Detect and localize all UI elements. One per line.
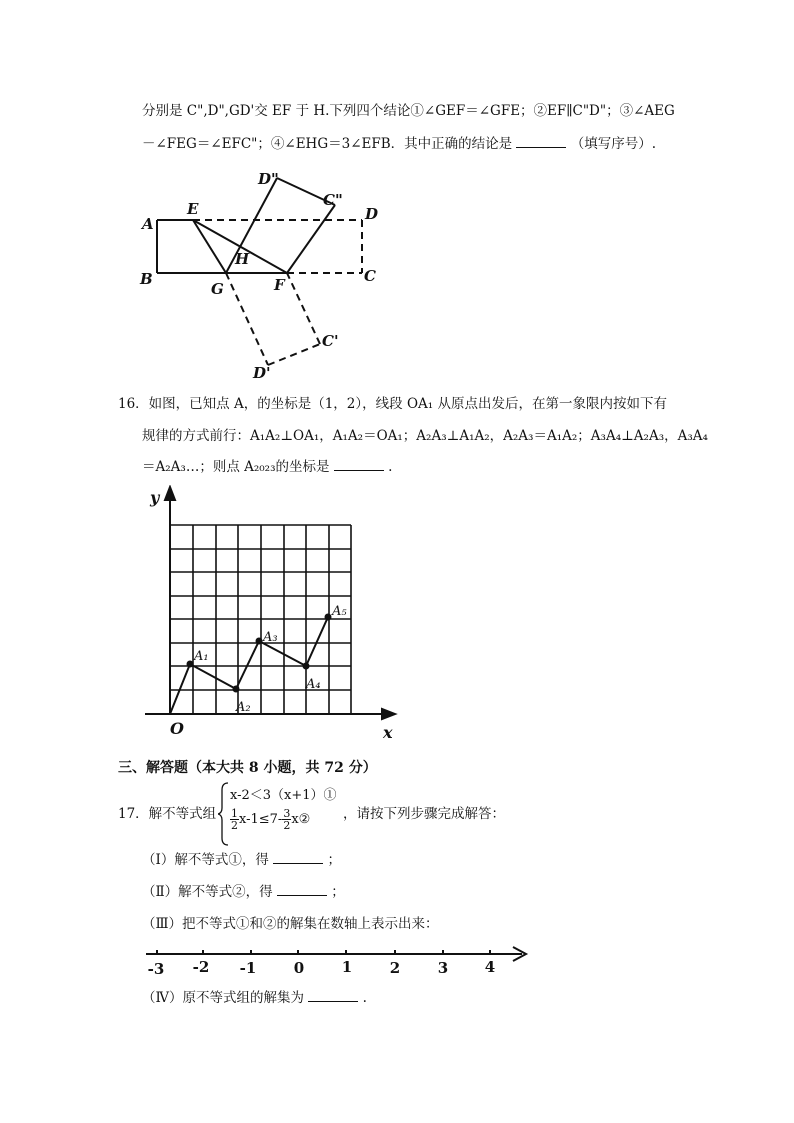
q16-line1-text: 16．如图，已知点 A，的坐标是（1，2），线段 OA₁ 从原点出发后，在第一象限内按如下有 <box>118 396 667 412</box>
q17-prefix <box>118 804 216 824</box>
q17-step1-text: （Ⅰ）解不等式①，得 <box>142 852 269 868</box>
q15-line2-end: （填写序号）. <box>570 136 657 152</box>
point-A3-label: A₃ <box>263 630 278 645</box>
fraction-three-halves-num: 3 <box>283 807 291 820</box>
origin-label: O <box>170 719 184 738</box>
tick-label-neg1: -1 <box>239 959 257 977</box>
label-D-prime: D' <box>253 364 271 382</box>
q17-suffix-text: ，请按下列步骤完成解答： <box>343 806 505 822</box>
point-A4-label: A₄ <box>306 677 321 692</box>
q16-line1 <box>118 394 667 414</box>
q17-step2 <box>142 882 345 902</box>
q16-line3 <box>142 457 392 477</box>
fraction-one-half <box>230 808 239 831</box>
q15-line1-text: 分别是 C",D",GD'交 EF 于 H.下列四个结论①∠GEF＝∠GFE；②EF∥C"D"；③∠AEG <box>142 103 675 119</box>
q17-step2-text: （Ⅱ）解不等式②，得 <box>142 884 273 900</box>
number-line <box>140 940 535 980</box>
fraction-one-half-den: 2 <box>231 819 238 832</box>
axis-x-label: x <box>383 723 393 742</box>
q17-step2-end: ； <box>331 884 345 900</box>
inequality-2-text-a: x-1≤7- <box>239 812 283 827</box>
system-brace <box>218 782 230 846</box>
inequality-1-text: x-2＜3（x+1）① <box>230 788 337 803</box>
label-F: F <box>274 276 285 294</box>
inequality-2 <box>230 808 310 831</box>
q17-step3-text: （Ⅲ）把不等式①和②的解集在数轴上表示出来： <box>142 916 439 932</box>
folded-rectangle-figure <box>130 165 400 385</box>
q17-suffix <box>343 804 505 824</box>
q16-answer-blank[interactable] <box>334 458 384 471</box>
tick-label-2: 2 <box>389 959 401 977</box>
q17-step4-text: （Ⅳ）原不等式组的解集为 <box>142 990 304 1006</box>
q17-step4-end: . <box>362 990 367 1006</box>
point-A2-label: A₂ <box>236 700 251 715</box>
q16-line3-end: . <box>388 459 393 475</box>
label-H: H <box>235 250 250 268</box>
inequality-1 <box>230 784 337 803</box>
inequality-2-text-b: x② <box>291 812 311 827</box>
q16-line2 <box>142 426 708 446</box>
q17-step2-blank[interactable] <box>277 883 327 896</box>
q17-step4 <box>142 988 367 1008</box>
fraction-three-halves <box>282 808 291 831</box>
q17-prefix-text: 17．解不等式组 <box>118 806 217 822</box>
section-heading <box>118 758 377 778</box>
q16-line2-text: 规律的方式前行：A₁A₂⊥OA₁，A₁A₂＝OA₁；A₂A₃⊥A₁A₂，A₂A₃＝A₁A₂；A₃A₄⊥A₂A₃，A₃A₄ <box>142 428 708 444</box>
fraction-one-half-num: 1 <box>231 807 238 820</box>
label-G: G <box>211 280 224 298</box>
q17-step1-end: ； <box>327 852 341 868</box>
tick-label-4: 4 <box>484 958 496 976</box>
label-B: B <box>140 270 153 288</box>
q15-line2 <box>142 134 656 154</box>
label-C-double-prime: C" <box>323 191 343 209</box>
label-A: A <box>142 215 154 233</box>
point-A5-label: A₅ <box>332 604 347 619</box>
tick-label-neg2: -2 <box>192 958 210 976</box>
q17-step3 <box>142 914 439 934</box>
axis-y-label: y <box>150 488 160 507</box>
label-C: C <box>364 267 376 285</box>
q17-step1 <box>142 850 341 870</box>
label-E: E <box>187 200 199 218</box>
point-A1-label: A₁ <box>194 649 209 664</box>
grid-path-figure <box>140 485 405 745</box>
fraction-three-halves-den: 2 <box>283 819 291 832</box>
section-heading-text: 三、解答题（本大共 8 小题，共 72 分） <box>118 760 377 776</box>
q17-step4-blank[interactable] <box>308 989 358 1002</box>
q16-line3-text: ＝A₂A₃…；则点 A₂₀₂₃的坐标是 <box>142 459 330 475</box>
q15-line1 <box>142 101 675 121</box>
label-D: D <box>365 205 379 223</box>
tick-label-1: 1 <box>341 958 353 976</box>
q15-line2-text: －∠FEG＝∠EFC"；④∠EHG＝3∠EFB．其中正确的结论是 <box>142 136 513 152</box>
tick-label-neg3: -3 <box>147 960 165 978</box>
label-C-prime: C' <box>322 332 339 350</box>
tick-label-3: 3 <box>437 959 449 977</box>
q15-answer-blank[interactable] <box>516 135 566 148</box>
tick-label-0: 0 <box>293 959 305 977</box>
q17-step1-blank[interactable] <box>273 851 323 864</box>
label-D-double-prime: D" <box>258 170 279 188</box>
